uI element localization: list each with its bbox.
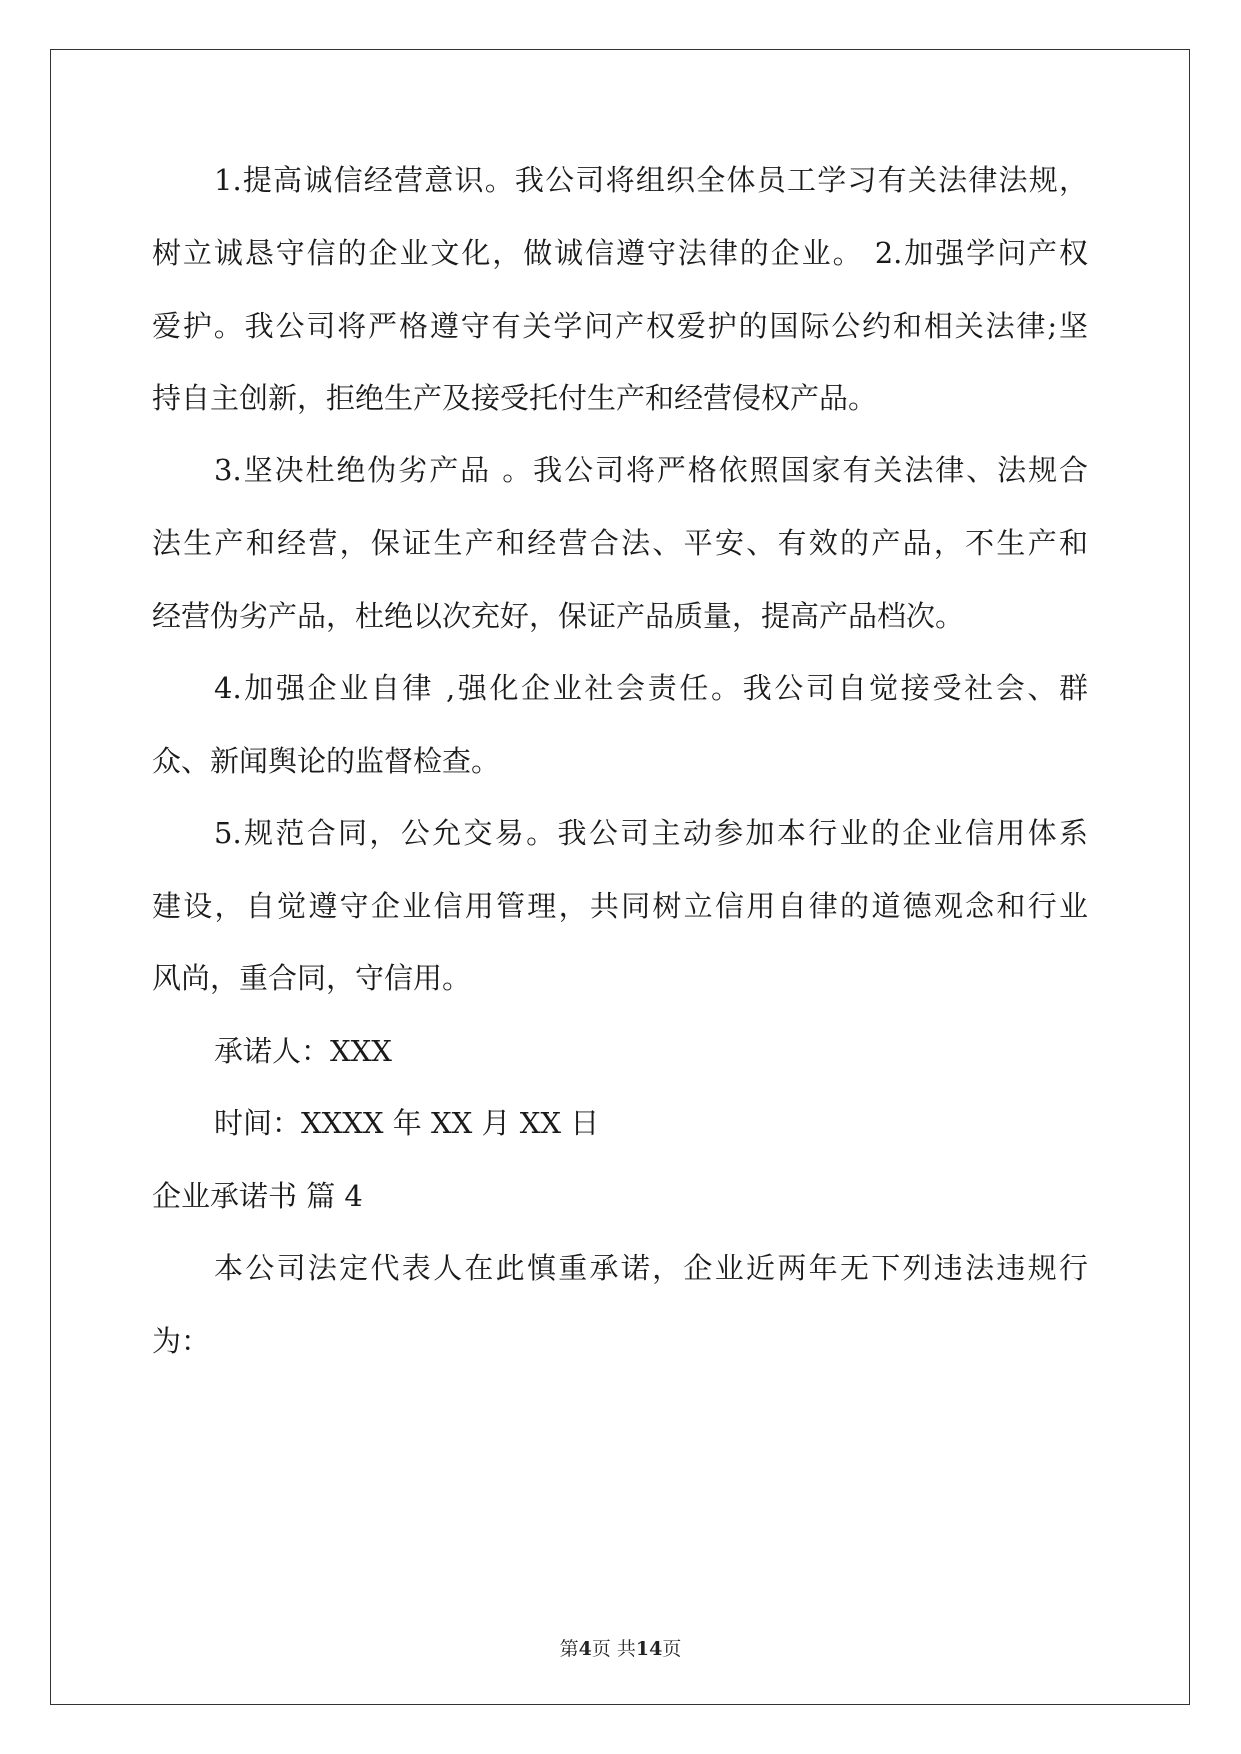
text-line: 建设，自觉遵守企业信用管理，共同树立信用自律的道德观念和行业 [152,889,1088,923]
text-line: 为： [152,1324,211,1358]
signatory-line: 承诺人：XXX [214,1034,392,1068]
text-line: 爱护。我公司将严格遵守有关学问产权爱护的国际公约和相关法律;坚 [152,309,1088,343]
footer-page-number: 4 [578,1638,592,1660]
footer-total-pages: 14 [635,1638,663,1660]
page-footer [0,1634,1241,1661]
text-line: 法生产和经营，保证生产和经营合法、平安、有效的产品，不生产和 [152,526,1088,560]
date-line: 时间：XXXX 年 XX 月 XX 日 [214,1106,600,1140]
section-heading: 企业承诺书 篇 4 [152,1179,363,1213]
text-line: 4.加强企业自律 ,强化企业社会责任。我公司自觉接受社会、群 [214,671,1088,705]
text-line: 众、新闻舆论的监督检查。 [152,744,501,778]
text-line: 1.提高诚信经营意识。我公司将组织全体员工学习有关法律法规， [214,163,1088,197]
page-border [50,49,1190,1705]
footer-mid: 页 共 [591,1638,636,1660]
text-line: 3.坚决杜绝伪劣产品 。我公司将严格依照国家有关法律、法规合 [214,453,1088,487]
footer-suffix: 页 [662,1638,682,1660]
text-line: 经营伪劣产品，杜绝以次充好，保证产品质量，提高产品档次。 [152,599,965,633]
text-line: 5.规范合同，公允交易。我公司主动参加本行业的企业信用体系 [214,816,1088,850]
text-line: 持自主创新，拒绝生产及接受托付生产和经营侵权产品。 [152,381,878,415]
text-line: 风尚，重合同，守信用。 [152,961,472,995]
text-line: 本公司法定代表人在此慎重承诺，企业近两年无下列违法违规行 [214,1251,1088,1285]
text-line: 树立诚恳守信的企业文化，做诚信遵守法律的企业。 2.加强学问产权 [152,236,1088,270]
footer-prefix: 第 [559,1638,579,1660]
